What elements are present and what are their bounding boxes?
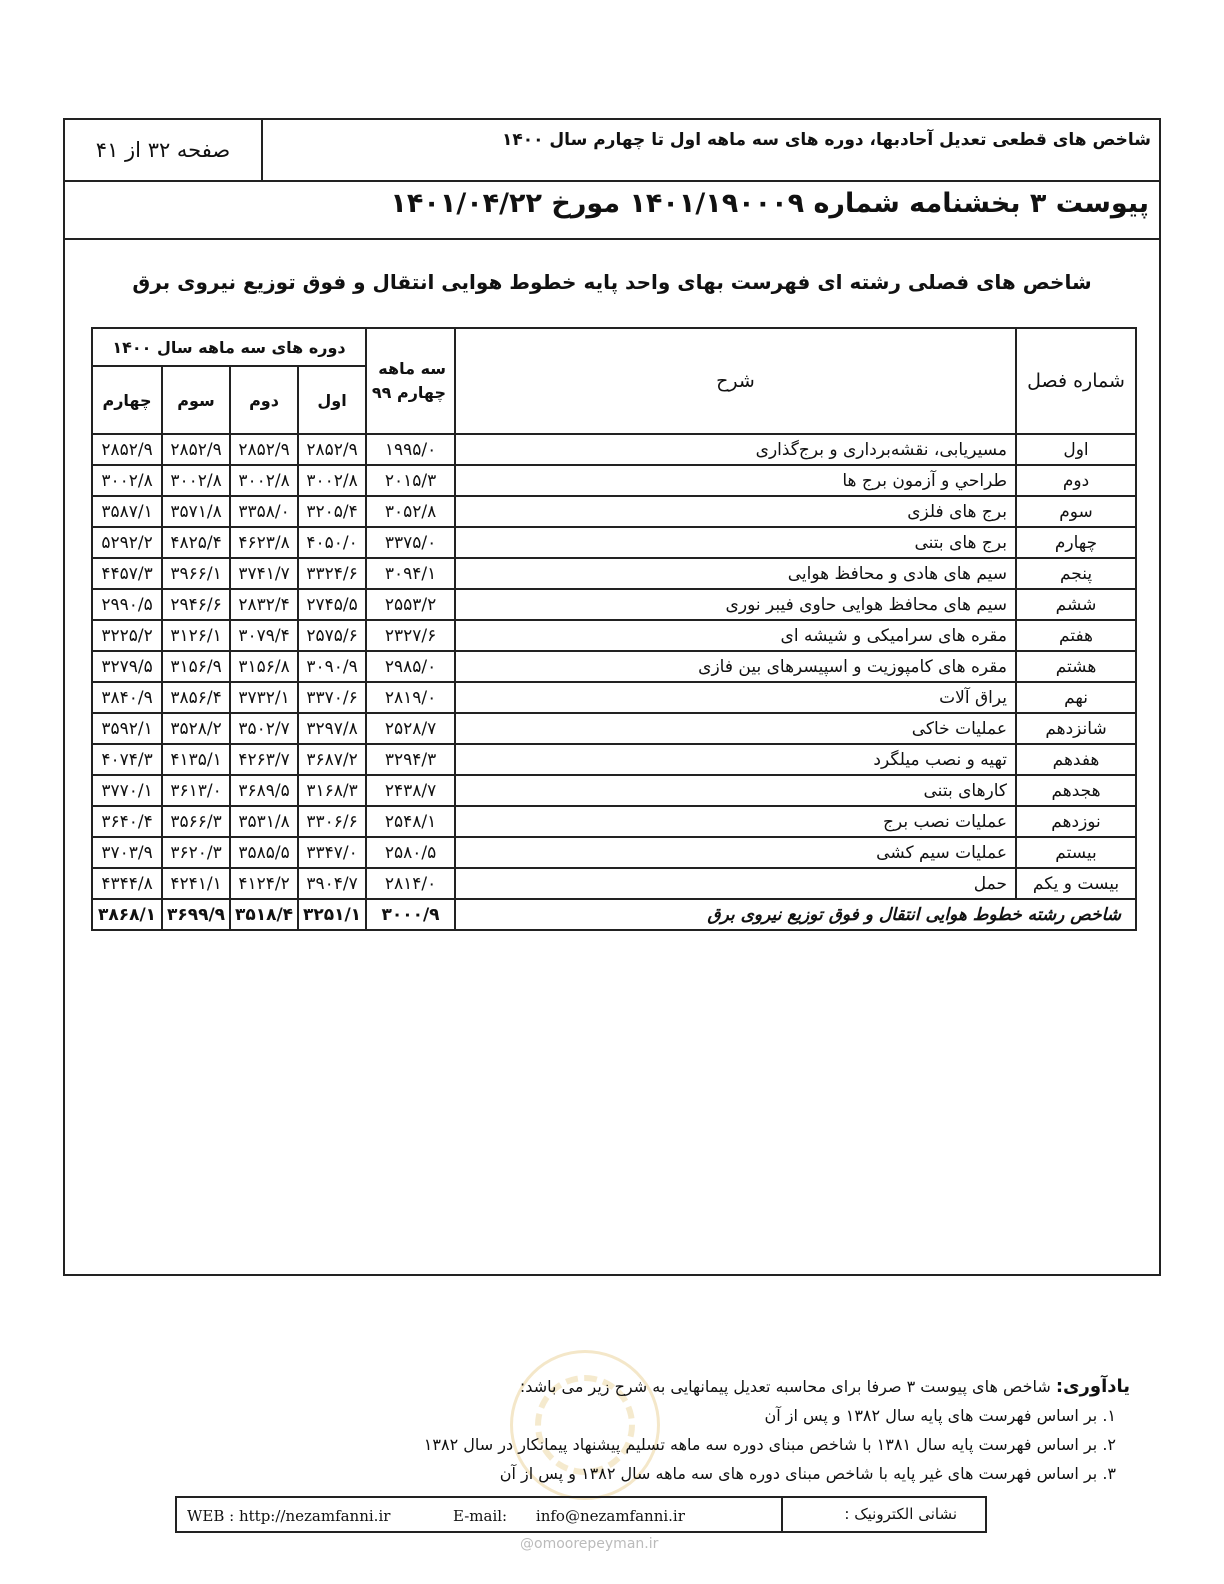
- quarter-3-value: ۴۲۴۱/۱: [162, 868, 230, 899]
- base-value: ۳۲۹۴/۳: [366, 744, 455, 775]
- chapter-number: هجدهم: [1016, 775, 1136, 806]
- reminder-item: ۲. بر اساس فهرست پایه سال ۱۳۸۱ با شاخص مبنای دوره سه ماهه تسلیم پیشنهاد پیمانکار در سال ۱۳۸۲: [423, 1435, 1116, 1454]
- quarter-3-value: ۳۱۵۶/۹: [162, 651, 230, 682]
- chapter-number: بیست و یکم: [1016, 868, 1136, 899]
- header-quarter-2: دوم: [230, 366, 298, 434]
- footer-bar: [175, 1496, 987, 1533]
- quarter-4-value: ۳۶۴۰/۴: [92, 806, 162, 837]
- quarter-3-value: ۴۱۳۵/۱: [162, 744, 230, 775]
- table-row: [92, 465, 1136, 496]
- table-row: [92, 682, 1136, 713]
- base-value: ۲۸۱۹/۰: [366, 682, 455, 713]
- chapter-description: برج های فلزی: [455, 496, 1016, 527]
- table-row: [92, 620, 1136, 651]
- header-quarter-3: سوم: [162, 366, 230, 434]
- chapter-number: هفدهم: [1016, 744, 1136, 775]
- quarter-3-value: ۳۰۰۲/۸: [162, 465, 230, 496]
- chapter-description: طراحي و آزمون برج ها: [455, 465, 1016, 496]
- quarter-4-value: ۴۰۷۴/۳: [92, 744, 162, 775]
- header-chapter-number: شماره فصل: [1016, 328, 1136, 434]
- reminder-label: یادآوری:: [1055, 1376, 1130, 1397]
- base-value: ۲۴۳۸/۷: [366, 775, 455, 806]
- base-value: ۲۵۸۰/۵: [366, 837, 455, 868]
- table-body: [92, 434, 1136, 930]
- quarter-1-value: ۳۱۶۸/۳: [298, 775, 366, 806]
- address-label: نشانی الکترونیک :: [781, 1498, 985, 1531]
- quarter-2-value: ۴۱۲۴/۲: [230, 868, 298, 899]
- quarter-2-value: ۲۸۳۲/۴: [230, 589, 298, 620]
- chapter-description: حمل: [455, 868, 1016, 899]
- header-quarters-group: دوره های سه ماهه سال ۱۴۰۰: [92, 328, 366, 366]
- quarter-2-value: ۴۶۲۳/۸: [230, 527, 298, 558]
- quarter-1-value: ۳۳۲۴/۶: [298, 558, 366, 589]
- quarter-1-value: ۳۶۸۷/۲: [298, 744, 366, 775]
- table-row: [92, 806, 1136, 837]
- quarter-1-value: ۳۲۹۷/۸: [298, 713, 366, 744]
- chapter-number: بیستم: [1016, 837, 1136, 868]
- reminder-intro: شاخص های پیوست ۳ صرفا برای محاسبه تعدیل پیمانهایی به شرح زیر می باشد:: [519, 1377, 1051, 1396]
- chapter-description: مقره های کامپوزیت و اسپیسرهای بین فازی: [455, 651, 1016, 682]
- quarter-2-value: ۳۵۰۲/۷: [230, 713, 298, 744]
- quarter-4-value: ۵۲۹۲/۲: [92, 527, 162, 558]
- website-link[interactable]: WEB : http://nezamfanni.ir: [187, 1507, 391, 1525]
- table-title: شاخص های فصلی رشته ای فهرست بهای واحد پایه خطوط هوایی انتقال و فوق توزیع نیروی برق: [132, 270, 1092, 294]
- header-base-quarter: سه ماهه چهارم ۹۹: [366, 328, 455, 434]
- chapter-description: عملیات سیم کشی: [455, 837, 1016, 868]
- chapter-number: چهارم: [1016, 527, 1136, 558]
- header-quarter-4: چهارم: [92, 366, 162, 434]
- quarter-4-value: ۳۲۲۵/۲: [92, 620, 162, 651]
- chapter-description: عملیات خاکی: [455, 713, 1016, 744]
- table-row: [92, 589, 1136, 620]
- base-value: ۳۳۷۵/۰: [366, 527, 455, 558]
- chapter-description: سیم های محافظ هوایی حاوی فیبر نوری: [455, 589, 1016, 620]
- quarter-3-value: ۴۸۲۵/۴: [162, 527, 230, 558]
- header-quarter-1: اول: [298, 366, 366, 434]
- total-quarter-2-value: ۳۵۱۸/۴: [230, 899, 298, 930]
- chapter-number: ششم: [1016, 589, 1136, 620]
- chapter-description: برج های بتنی: [455, 527, 1016, 558]
- quarter-2-value: ۳۶۸۹/۵: [230, 775, 298, 806]
- quarter-4-value: ۳۵۸۷/۱: [92, 496, 162, 527]
- quarter-4-value: ۴۳۴۴/۸: [92, 868, 162, 899]
- email-block: [453, 1507, 685, 1525]
- email-label: E-mail:: [453, 1507, 508, 1525]
- base-value: ۲۵۴۸/۱: [366, 806, 455, 837]
- base-value: ۲۹۸۵/۰: [366, 651, 455, 682]
- table-row: [92, 713, 1136, 744]
- quarter-1-value: ۳۰۰۲/۸: [298, 465, 366, 496]
- quarter-3-value: ۳۵۷۱/۸: [162, 496, 230, 527]
- total-row: [92, 899, 1136, 930]
- chapter-description: سیم های هادی و محافظ هوایی: [455, 558, 1016, 589]
- chapter-description: مقره های سرامیکی و شیشه ای: [455, 620, 1016, 651]
- reminder-section: [230, 1372, 1130, 1488]
- chapter-description: مسیریابی، نقشه‌برداری و برج‌گذاری: [455, 434, 1016, 465]
- chapter-number: شانزدهم: [1016, 713, 1136, 744]
- chapter-number: نوزدهم: [1016, 806, 1136, 837]
- table-row: [92, 775, 1136, 806]
- table-row: [92, 558, 1136, 589]
- chapter-number: هشتم: [1016, 651, 1136, 682]
- quarter-4-value: ۴۴۵۷/۳: [92, 558, 162, 589]
- table-row: [92, 651, 1136, 682]
- base-value: ۳۰۹۴/۱: [366, 558, 455, 589]
- base-value: ۲۵۵۳/۲: [366, 589, 455, 620]
- quarter-1-value: ۳۳۰۶/۶: [298, 806, 366, 837]
- circular-title: پیوست ۳ بخشنامه شماره ۱۴۰۱/۱۹۰۰۰۹ مورخ ۱۴۰۱/۰۴/۲۲: [390, 188, 1149, 219]
- quarter-1-value: ۲۵۷۵/۶: [298, 620, 366, 651]
- quarter-4-value: ۳۲۷۹/۵: [92, 651, 162, 682]
- header-description: شرح: [455, 328, 1016, 434]
- quarter-3-value: ۲۸۵۲/۹: [162, 434, 230, 465]
- table-row: [92, 868, 1136, 899]
- table-row: [92, 837, 1136, 868]
- quarter-3-value: ۳۵۲۸/۲: [162, 713, 230, 744]
- quarter-2-value: ۴۲۶۳/۷: [230, 744, 298, 775]
- reminder-item: ۱. بر اساس فهرست های پایه سال ۱۳۸۲ و پس از آن: [764, 1406, 1116, 1425]
- quarter-1-value: ۳۳۷۰/۶: [298, 682, 366, 713]
- chapter-number: سوم: [1016, 496, 1136, 527]
- chapter-description: عملیات نصب برج: [455, 806, 1016, 837]
- base-value: ۱۹۹۵/۰: [366, 434, 455, 465]
- quarter-2-value: ۳۷۳۲/۱: [230, 682, 298, 713]
- table-row: [92, 744, 1136, 775]
- quarter-2-value: ۲۸۵۲/۹: [230, 434, 298, 465]
- quarter-1-value: ۳۰۹۰/۹: [298, 651, 366, 682]
- quarter-4-value: ۳۷۷۰/۱: [92, 775, 162, 806]
- quarter-3-value: ۳۸۵۶/۴: [162, 682, 230, 713]
- base-value: ۲۸۱۴/۰: [366, 868, 455, 899]
- base-value: ۲۰۱۵/۳: [366, 465, 455, 496]
- quarter-3-value: ۳۵۶۶/۳: [162, 806, 230, 837]
- quarter-2-value: ۳۳۵۸/۰: [230, 496, 298, 527]
- quarter-3-value: ۳۱۲۶/۱: [162, 620, 230, 651]
- quarter-4-value: ۳۷۰۳/۹: [92, 837, 162, 868]
- reminder-item: ۳. بر اساس فهرست های غیر پایه با شاخص مبنای دوره های سه ماهه سال ۱۳۸۲ و پس از آن: [499, 1464, 1116, 1483]
- quarter-2-value: ۳۷۴۱/۷: [230, 558, 298, 589]
- quarter-1-value: ۳۳۴۷/۰: [298, 837, 366, 868]
- chapter-number: دوم: [1016, 465, 1136, 496]
- chapter-description: تهیه و نصب میلگرد: [455, 744, 1016, 775]
- chapter-number: اول: [1016, 434, 1136, 465]
- watermark-url: @omoorepeyman.ir: [520, 1536, 659, 1552]
- quarter-4-value: ۳۰۰۲/۸: [92, 465, 162, 496]
- total-description: شاخص رشته خطوط هوایی انتقال و فوق توزیع نیروی برق: [455, 899, 1136, 930]
- quarter-2-value: ۳۰۰۲/۸: [230, 465, 298, 496]
- total-quarter-4-value: ۳۸۶۸/۱: [92, 899, 162, 930]
- quarter-3-value: ۳۶۱۳/۰: [162, 775, 230, 806]
- quarter-2-value: ۳۵۳۱/۸: [230, 806, 298, 837]
- chapter-number: نهم: [1016, 682, 1136, 713]
- quarter-1-value: ۳۲۰۵/۴: [298, 496, 366, 527]
- chapter-description: کارهای بتنی: [455, 775, 1016, 806]
- quarter-1-value: ۲۸۵۲/۹: [298, 434, 366, 465]
- email-link[interactable]: info@nezamfanni.ir: [535, 1507, 685, 1525]
- chapter-description: یراق آلات: [455, 682, 1016, 713]
- quarter-2-value: ۳۵۸۵/۵: [230, 837, 298, 868]
- page-number: صفحه ۳۲ از ۴۱: [65, 120, 263, 180]
- index-table: [91, 327, 1137, 931]
- chapter-number: هفتم: [1016, 620, 1136, 651]
- quarter-2-value: ۳۰۷۹/۴: [230, 620, 298, 651]
- quarter-3-value: ۲۹۴۶/۶: [162, 589, 230, 620]
- document-title: شاخص های قطعی تعدیل آحادبها، دوره های سه ماهه اول تا چهارم سال ۱۴۰۰: [502, 130, 1151, 150]
- quarter-3-value: ۳۶۲۰/۳: [162, 837, 230, 868]
- quarter-4-value: ۲۸۵۲/۹: [92, 434, 162, 465]
- quarter-4-value: ۳۸۴۰/۹: [92, 682, 162, 713]
- quarter-2-value: ۳۱۵۶/۸: [230, 651, 298, 682]
- total-quarter-1-value: ۳۲۵۱/۱: [298, 899, 366, 930]
- quarter-1-value: ۳۹۰۴/۷: [298, 868, 366, 899]
- quarter-4-value: ۳۵۹۲/۱: [92, 713, 162, 744]
- quarter-3-value: ۳۹۶۶/۱: [162, 558, 230, 589]
- table-row: [92, 496, 1136, 527]
- base-value: ۲۵۲۸/۷: [366, 713, 455, 744]
- base-value: ۲۳۲۷/۶: [366, 620, 455, 651]
- table-row: [92, 527, 1136, 558]
- chapter-number: پنجم: [1016, 558, 1136, 589]
- total-quarter-3-value: ۳۶۹۹/۹: [162, 899, 230, 930]
- quarter-1-value: ۴۰۵۰/۰: [298, 527, 366, 558]
- reminder-intro-line: [230, 1372, 1130, 1401]
- table-row: [92, 434, 1136, 465]
- total-base-value: ۳۰۰۰/۹: [366, 899, 455, 930]
- header-bar: [65, 120, 1159, 182]
- quarter-1-value: ۲۷۴۵/۵: [298, 589, 366, 620]
- quarter-4-value: ۲۹۹۰/۵: [92, 589, 162, 620]
- base-value: ۳۰۵۲/۸: [366, 496, 455, 527]
- circular-bar: [65, 182, 1159, 240]
